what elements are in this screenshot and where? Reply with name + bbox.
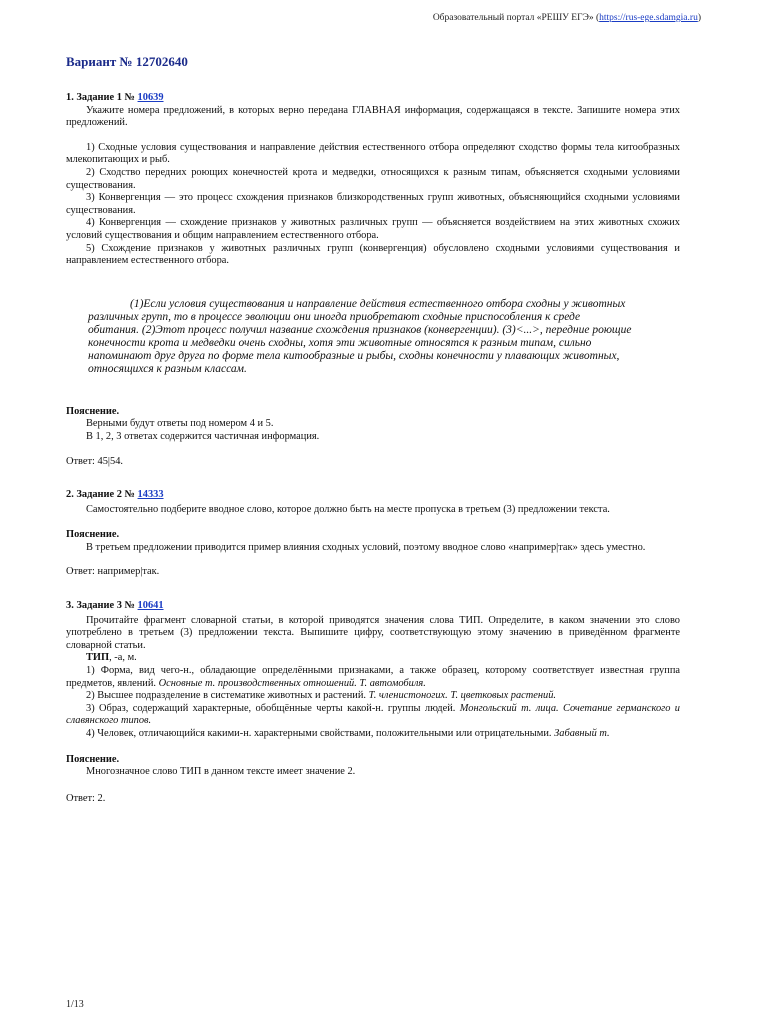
page-number: 1/13: [66, 999, 84, 1010]
meaning-3-text: 3) Образ, содержащий характерные, обобщённые черты какой-н. группы людей.: [86, 702, 460, 714]
meaning-2-text: 2) Высшее подразделение в систематике животных и растений.: [86, 690, 369, 702]
task-1-answer: Ответ: 45|54.: [66, 455, 123, 467]
task-1-prompt: Укажите номера предложений, в которых верно передана ГЛАВНАЯ информация, содержащаяся в тексте. Запишите номера этих предложений.: [66, 104, 680, 129]
task-2-prompt: Самостоятельно подберите вводное слово, которое должно быть на месте пропуска в третьем (3) предложении текста.: [86, 503, 610, 515]
task-1-option-2: 2) Сходство передних роющих конечностей крота и медведки, относящихся к разным типам, объясняется сходными условиями существования.: [66, 166, 680, 191]
task-1-heading: [66, 92, 680, 105]
task-2-explanation-label: Пояснение.: [66, 529, 120, 541]
task-3-link[interactable]: 10641: [137, 600, 164, 612]
meaning-1-example: Основные т. производственных отношений. Т. автомобиля.: [158, 677, 426, 689]
task-2-answer: Ответ: например|так.: [66, 566, 160, 578]
header-suffix: ): [697, 13, 701, 23]
task-1-explanation-label: Пояснение.: [66, 405, 120, 417]
task-2-explanation: В третьем предложении приводится пример влияния сходных условий, поэтому вводное слово «например|так» здесь уместно.: [86, 541, 646, 553]
task-3-head-text: 3. Задание 3 №: [66, 600, 138, 612]
dictionary-meaning-1: [66, 665, 680, 690]
dictionary-word: ТИП: [86, 652, 110, 664]
dictionary-meaning-2: [66, 690, 680, 703]
task-3-explanation: Многозначное слово ТИП в данном тексте имеет значение 2.: [86, 766, 356, 778]
task-3-answer: Ответ: 2.: [66, 792, 106, 804]
meaning-4-text: 4) Человек, отличающийся какими-н. характерными свойствами, положительными или отрицательными.: [86, 728, 555, 739]
dictionary-meaning-3: [66, 703, 680, 728]
task-1-link[interactable]: 10639: [137, 92, 164, 103]
task-3-prompt: Прочитайте фрагмент словарной статьи, в которой приводятся значения слова ТИП. Определите, в каком значении это слово употреблено в третьем (3) предложении текста. Выпишите цифру, соответствующую этому значению в приведённом фрагменте словарной статьи.: [66, 614, 680, 651]
portal-header: [433, 13, 701, 23]
task-2-head-text: 2. Задание 2 №: [66, 489, 138, 501]
meaning-4-example: Забавный т.: [554, 728, 610, 739]
header-prefix: Образовательный портал «РЕШУ ЕГЭ» (: [432, 13, 600, 23]
meaning-2-example: Т. членистоногих. Т. цветковых растений.: [368, 690, 557, 702]
meaning-3-example: Монгольский т. лица. Сочетание германского и славянского типов.: [66, 702, 680, 727]
variant-title: Вариант № 12702640: [66, 54, 188, 69]
meaning-1-text: 1) Форма, вид чего-н., обладающие определёнными признаками, а также образец, которому соответствует известная группа предметов, явлений.: [66, 665, 680, 689]
portal-link[interactable]: https://rus-ege.sdamgia.ru: [599, 13, 698, 23]
task-3-heading: [66, 600, 680, 613]
task-1-head-text: 1. Задание 1 №: [66, 92, 138, 103]
task-1-option-5: 5) Схождение признаков у животных различных групп (конвергенция) обусловлено сходными условиями существования и направлением естественного отбора.: [66, 242, 680, 267]
dictionary-grammar: , -а, м.: [109, 652, 137, 664]
source-text-quote: (1)Если условия существования и направление действия естественного отбора сходны у животных различных групп, то в процессе эволюции они иногда приобретают сходные приспособления к среде обитания. (2)Этот процесс получил название схождения признаков (конвергенции). (3)<...>, передние роющие конечности крота и медведки очень сходны, хотя эти животные относятся к разным типам, сильно напоминают друг друга по форме тела китообразные и рыбы, сходны конечности у плавающих животных, относящихся к разным классам.: [88, 297, 632, 375]
document-body: [66, 92, 680, 805]
dictionary-entry-head: [66, 652, 680, 665]
dictionary-meaning-4: [66, 728, 680, 741]
task-2-heading: [66, 489, 680, 502]
task-2-link[interactable]: 14333: [137, 489, 164, 501]
task-1-option-4: 4) Конвергенция — схождение признаков у животных различных групп — объясняется воздействием на этих животных схожих условий существования и общим направлением естественного отбора.: [66, 217, 680, 241]
task-1-explanation-line-2: В 1, 2, 3 ответах содержится частичная информация.: [86, 430, 320, 442]
task-1-option-1: 1) Сходные условия существования и направление действия естественного отбора определяют сходство формы тела китообразных млекопитающих и рыб.: [66, 141, 680, 166]
task-1-option-3: 3) Конвергенция — это процесс схождения признаков близкородственных групп животных, объясняющийся сходными условиями существования.: [66, 192, 680, 216]
task-3-explanation-label: Пояснение.: [66, 753, 120, 765]
task-1-explanation-line-1: Верными будут ответы под номером 4 и 5.: [86, 418, 274, 430]
